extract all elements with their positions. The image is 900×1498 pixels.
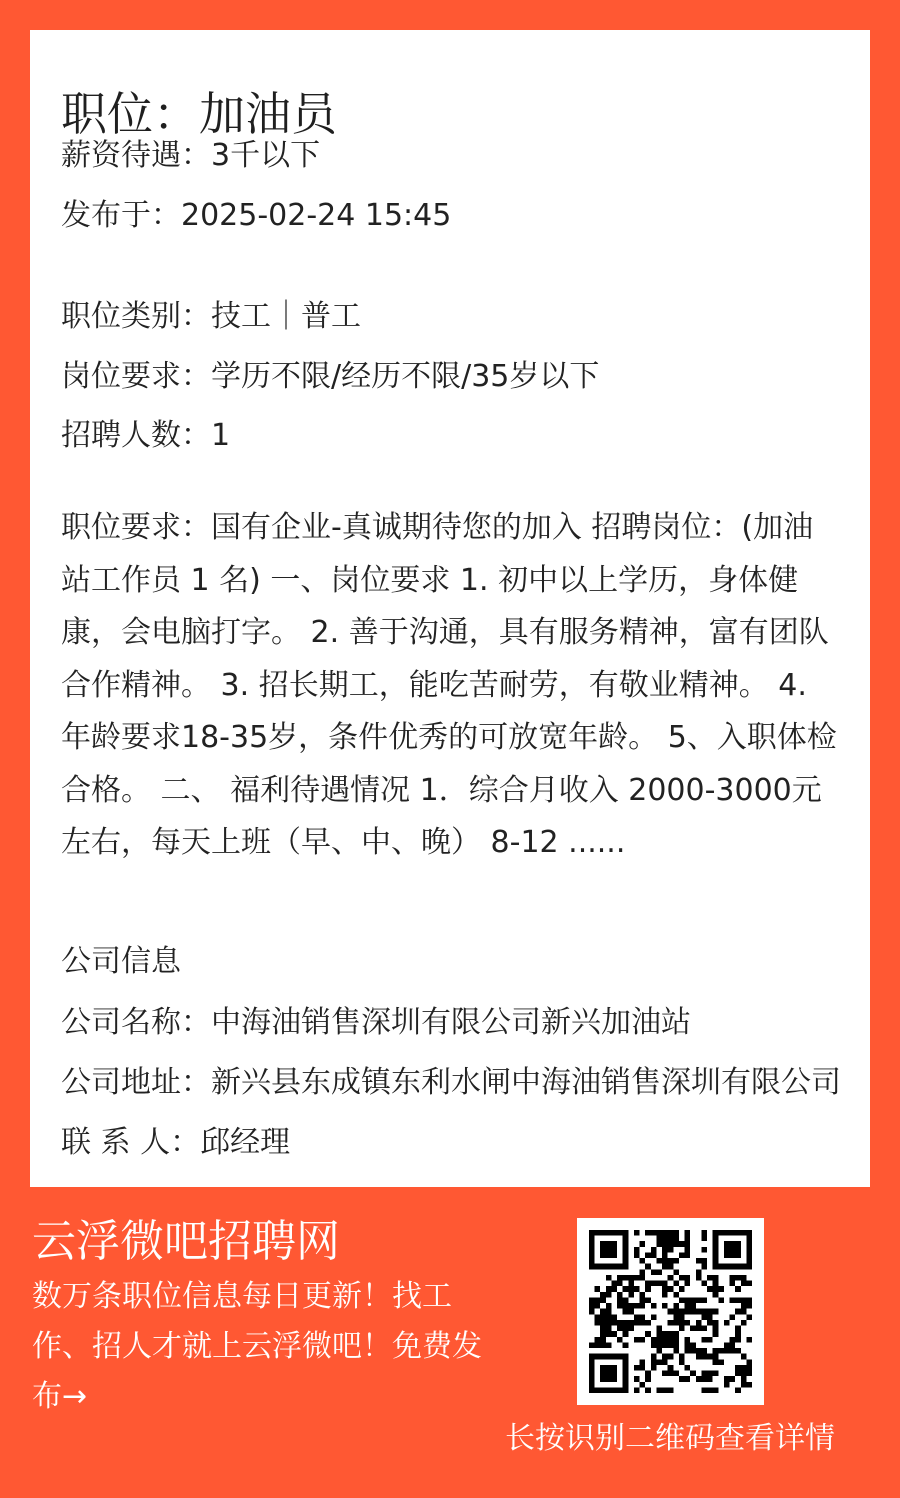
qr-caption: 长按识别二维码查看详情 [505,1421,835,1456]
headcount: 招聘人数：1 [61,418,231,453]
job-card [30,30,870,1187]
salary-text: 薪资待遇：3千以下 [61,138,321,173]
company-name: 公司名称：中海油销售深圳有限公司新兴加油站 [61,1005,691,1040]
site-name: 云浮微吧招聘网 [32,1216,340,1267]
site-slogan[interactable]: 数万条职位信息每日更新！找工作、招人才就上云浮微吧！免费发布→ [32,1279,482,1414]
qr-code-image [589,1230,752,1393]
job-requirements-summary: 岗位要求：学历不限/经历不限/35岁以下 [61,359,600,394]
publish-date: 发布于：2025-02-24 15:45 [61,198,452,233]
job-description: 职位要求：国有企业-真诚期待您的加入 招聘岗位：(加油站工作员 1 名) 一、岗位要求 1. 初中以上学历，身体健康，会电脑打字。 2. 善于沟通，具有服务精神，富有团队合作精神。 3. 招长期工，能吃苦耐劳，有敬业精神。 4. 年龄要求18-35岁，条件优秀的可放宽年龄。 5、入职体检合格。 二、 福利待遇情况 1．综合月收入 2000-3000元左右，每天上班（早、中、晚） 8-12 ...... [61,510,837,860]
company-section-title: 公司信息 [61,944,181,979]
job-category: 职位类别：技工｜普工 [61,299,361,334]
company-address: 公司地址：新兴县东成镇东利水闸中海油销售深圳有限公司 [61,1065,841,1100]
qr-code-icon[interactable] [577,1218,764,1405]
job-title: 职位：加油员 [61,87,337,141]
contact-person: 联 系 人：邱经理 [61,1125,291,1160]
